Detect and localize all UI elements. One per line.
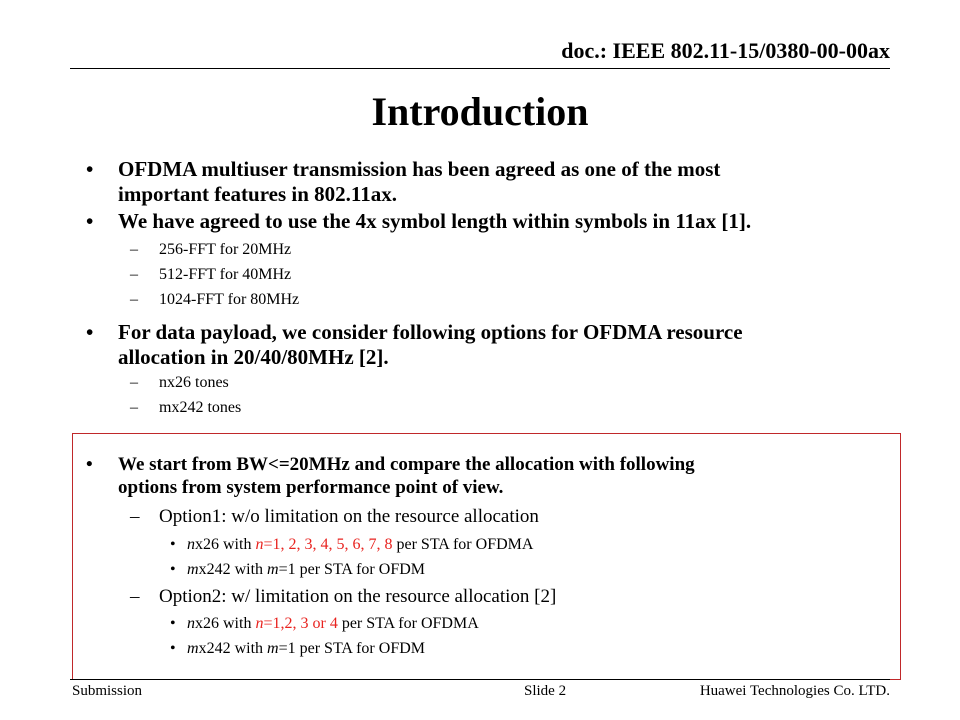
n-values-highlight: 3 or 4: [300, 615, 338, 632]
option-2-label: Option2: w/ limitation on the resource allocation [2]: [159, 586, 557, 607]
bullet-4-line-2: options from system performance point of view.: [118, 477, 504, 498]
option-1-label: Option1: w/o limitation on the resource allocation: [159, 506, 539, 527]
bullet-marker: •: [170, 640, 176, 657]
n-values: =1,2,: [263, 615, 301, 632]
bullet-3-line-1: For data payload, we consider following options for OFDMA resource: [118, 320, 743, 344]
bullet-marker: •: [86, 320, 94, 344]
option-2-item-mx242: [187, 640, 425, 658]
item-text: x26 with: [195, 615, 256, 632]
footer-company: Huawei Technologies Co. LTD.: [699, 683, 890, 699]
option-2-item-nx26: [187, 615, 479, 633]
sub-item-256fft: 256-FFT for 20MHz: [159, 241, 292, 258]
var-n: n: [187, 536, 195, 553]
bullet-marker: •: [170, 536, 176, 553]
footer-divider: [70, 679, 890, 680]
sub-item-1024fft: 1024-FFT for 80MHz: [159, 291, 300, 308]
dash-marker: –: [130, 399, 138, 416]
var-n: n: [255, 536, 264, 553]
sub-item-mx242: mx242 tones: [159, 399, 242, 416]
var-n: n: [255, 615, 264, 632]
sub-item-nx26: nx26 tones: [159, 374, 229, 391]
item-text: x242 with: [198, 640, 268, 657]
option-1-item-mx242: [187, 561, 425, 579]
var-m: m: [267, 640, 279, 657]
dash-marker: –: [130, 586, 140, 607]
document-id: doc.: IEEE 802.11-15/0380-00-00ax: [561, 38, 890, 63]
item-text: per STA for OFDMA: [337, 615, 479, 632]
slide-title: Introduction: [371, 89, 589, 134]
bullet-marker: •: [170, 561, 176, 578]
item-text: per STA for OFDM: [295, 640, 425, 657]
n-values: =1, 2, 3, 4, 5, 6, 7, 8: [263, 536, 393, 553]
footer-slide-number: Slide 2: [524, 683, 567, 699]
bullet-1-line-1: OFDMA multiuser transmission has been agreed as one of the most: [118, 157, 721, 181]
item-text: x26 with: [195, 536, 256, 553]
bullet-2-text: We have agreed to use the 4x symbol length within symbols in 11ax [1].: [118, 209, 752, 233]
dash-marker: –: [130, 241, 138, 258]
bullet-3-line-2: allocation in 20/40/80MHz [2].: [118, 345, 389, 369]
dash-marker: –: [130, 291, 138, 308]
var-m: m: [267, 561, 279, 578]
dash-marker: –: [130, 374, 138, 391]
item-text: x242 with: [198, 561, 268, 578]
m-values: =1: [278, 640, 296, 657]
item-text: per STA for OFDM: [295, 561, 425, 578]
footer-submission: Submission: [72, 683, 143, 699]
header-divider: [70, 68, 890, 69]
var-m: m: [187, 561, 199, 578]
bullet-4-line-1: We start from BW<=20MHz and compare the allocation with following: [118, 454, 695, 475]
item-text: per STA for OFDMA: [392, 536, 534, 553]
sub-item-512fft: 512-FFT for 40MHz: [159, 266, 292, 283]
bullet-marker: •: [86, 454, 93, 475]
dash-marker: –: [130, 266, 138, 283]
m-values: =1: [278, 561, 296, 578]
var-m: m: [187, 640, 199, 657]
dash-marker: –: [130, 506, 140, 527]
bullet-marker: •: [86, 209, 94, 233]
var-n: n: [187, 615, 195, 632]
bullet-marker: •: [170, 615, 176, 632]
bullet-marker: •: [86, 157, 94, 181]
bullet-1-line-2: important features in 802.11ax.: [118, 182, 398, 206]
option-1-item-nx26: [187, 536, 533, 554]
